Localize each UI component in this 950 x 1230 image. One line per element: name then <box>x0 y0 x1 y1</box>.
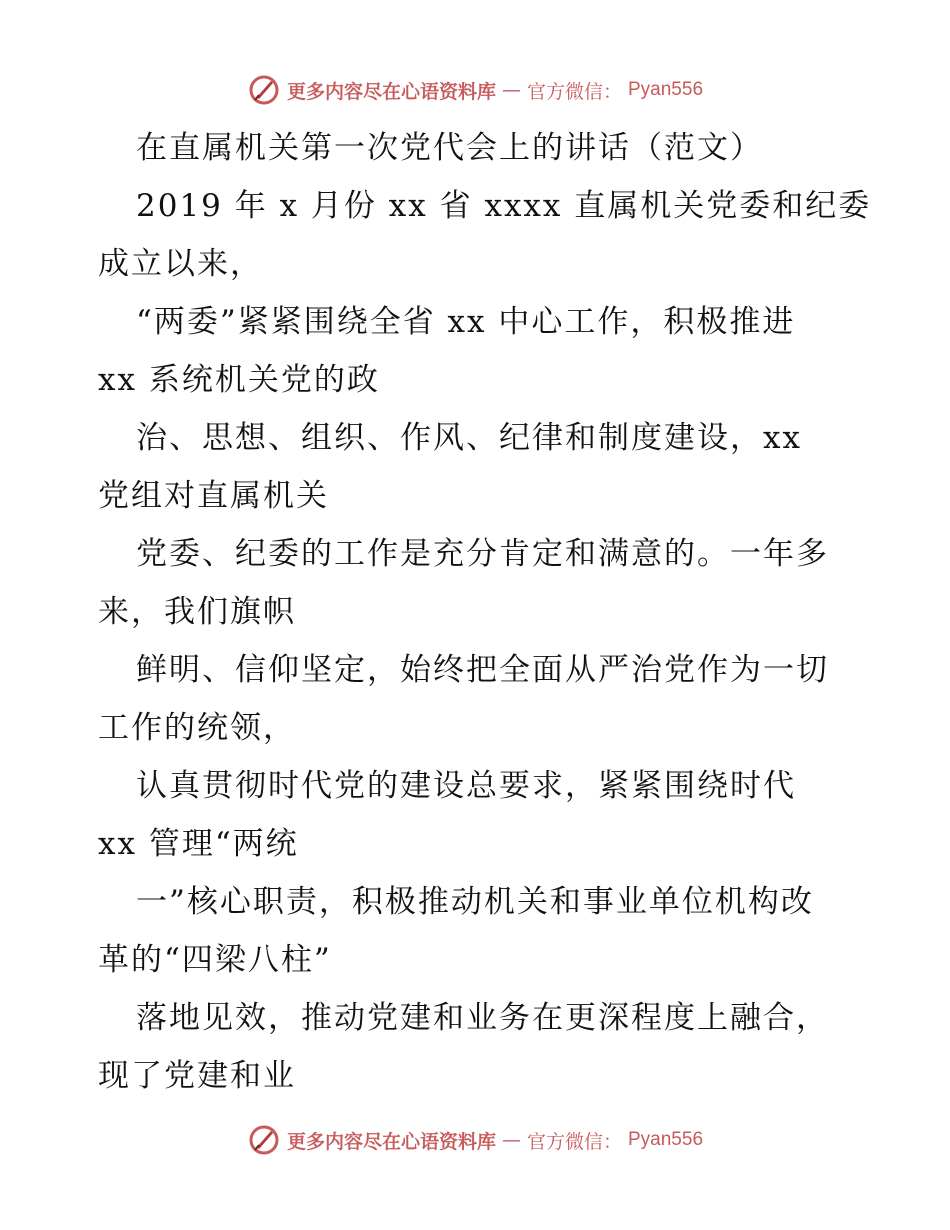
text-line: xx 系统机关党的政 <box>98 362 380 398</box>
text-line: 鲜明、信仰坚定，始终把全面从严治党作为一切 <box>136 652 829 688</box>
text-line: 成立以来， <box>98 246 263 282</box>
watermark-separator: — <box>501 79 521 101</box>
header-watermark <box>0 70 950 110</box>
text-line: 革的“四梁八柱” <box>98 942 332 978</box>
text-line: 来，我们旗帜 <box>98 594 296 630</box>
text-line: 工作的统领， <box>98 710 296 746</box>
text-line: 一”核心职责，积极推动机关和事业单位机构改 <box>136 884 814 920</box>
text-line: xx 管理“两统 <box>98 826 299 862</box>
watermark-text: 更多内容尽在心语资料库 <box>286 80 496 103</box>
watermark-separator: — <box>501 1129 521 1151</box>
document-title: 在直属机关第一次党代会上的讲话（范文） <box>136 130 763 166</box>
watermark-text: 更多内容尽在心语资料库 <box>286 1130 496 1153</box>
quill-logo-icon <box>247 1123 281 1157</box>
text-line: “两委”紧紧围绕全省 xx 中心工作，积极推进 <box>136 304 796 340</box>
text-line: 党组对直属机关 <box>98 478 329 514</box>
footer-watermark <box>0 1120 950 1160</box>
watermark-wechat-id: Pyan556 <box>628 79 704 100</box>
text-line: 治、思想、组织、作风、纪律和制度建设，xx <box>136 420 802 456</box>
text-line: 现了党建和业 <box>98 1058 296 1094</box>
watermark-wechat-label: 官方微信： <box>526 80 622 103</box>
quill-logo-icon <box>247 73 281 107</box>
text-line: 落地见效，推动党建和业务在更深程度上融合， <box>136 1000 829 1036</box>
watermark-wechat-label: 官方微信： <box>526 1130 622 1153</box>
text-line: 党委、纪委的工作是充分肯定和满意的。一年多 <box>136 536 829 572</box>
watermark-wechat-id: Pyan556 <box>628 1129 704 1150</box>
text-line: 2019 年 x 月份 xx 省 xxxx 直属机关党委和纪委 <box>136 188 872 224</box>
text-line: 认真贯彻时代党的建设总要求，紧紧围绕时代 <box>136 768 796 804</box>
